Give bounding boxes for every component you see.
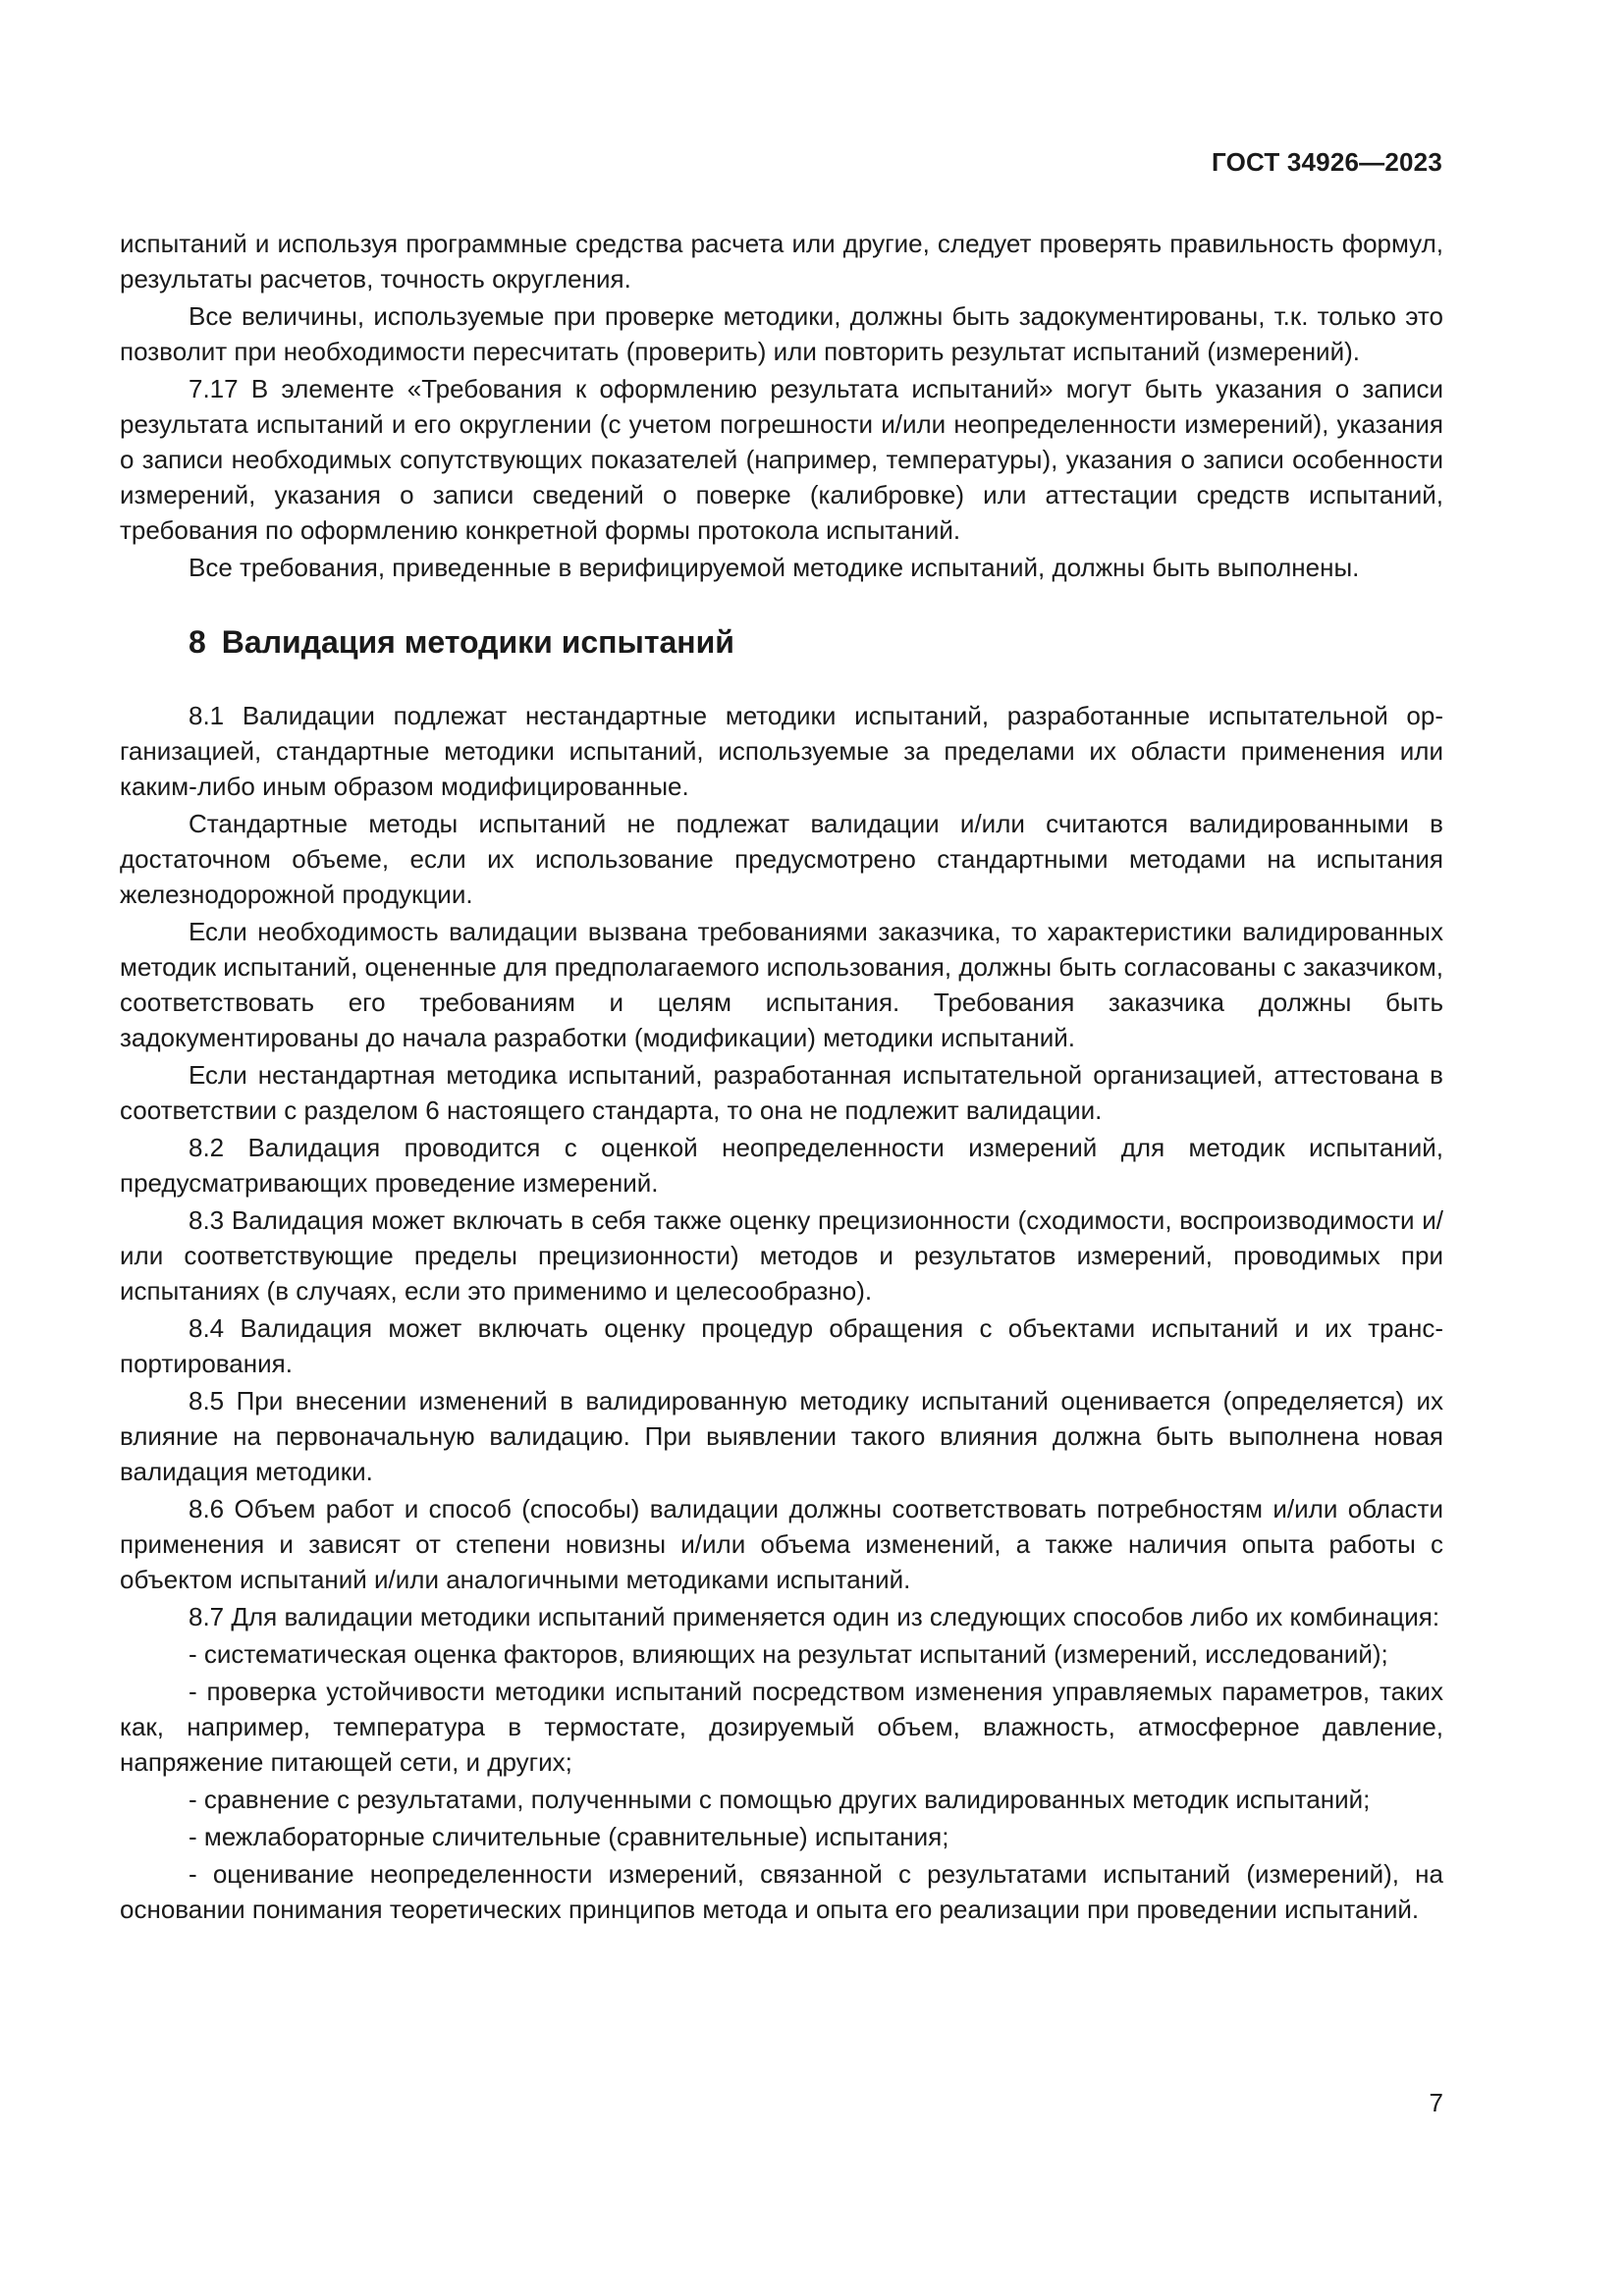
section-title-text: Валидация методики испытаний [221, 624, 734, 660]
list-item: - оценивание неопределенности измерений, связанной с результатами испытаний (измерений), на основании понимания теоретических принципов метода и опыта его реализации при проведении испытаний. [120, 1859, 1443, 1924]
paragraph: Все требования, приведенные в верифицируемой методике испытаний, должны быть выполнены. [189, 553, 1360, 582]
list-item: - межлабораторные сличительные (сравнительные) испытания; [189, 1822, 949, 1851]
paragraph-8-5: 8.5 При внесении изменений в валидированную методику испытаний оценивается (определяется) их влияние на первоначальную валидацию. При выявлении такого влияния должна быть выполнена новая валидация методики. [120, 1386, 1443, 1486]
section-number: 8 [189, 624, 206, 660]
list-item: - сравнение с результатами, полученными с помощью других валидированных методик испытаний; [189, 1785, 1371, 1814]
paragraph-8-7: 8.7 Для валидации методики испытаний применяется один из следующих способов либо их комбинация: [189, 1602, 1440, 1631]
paragraph-7-17: 7.17 В элементе «Требования к оформлению результата испытаний» могут быть указания о записи результата испытаний и его округлении (с учетом погрешности и/или неопределенности измерений), указания о записи необходимых сопутствующих показателей (например, температуры), указания о записи особенности измерений, указания о записи сведений о поверке (калибровке) или аттестации средств испытаний, требования по оформлению конкретной формы протокола испытаний. [120, 374, 1443, 545]
list-item: - систематическая оценка факторов, влияющих на результат испытаний (измерений, исследований); [189, 1639, 1388, 1669]
paragraph-8-2: 8.2 Валидация проводится с оценкой неопределенности измерений для методик испытаний, предусматривающих проведение измерений. [120, 1133, 1443, 1198]
paragraph-8-1: 8.1 Валидации подлежат нестандартные методики испытаний, разработанные испытательной организацией, стандартные методики испытаний, используемые за пределами их области применения или каким-либо иным образом модифицированные. [120, 701, 1443, 801]
paragraph-8-4: 8.4 Валидация может включать оценку процедур обращения с объектами испытаний и их транспортирования. [120, 1313, 1443, 1378]
paragraph: Если необходимость валидации вызвана требованиями заказчика, то характеристики валидированных методик испытаний, оцененные для предполагаемого использования, должны быть согласованы с заказчиком, соответствовать его требованиям и целям испытания. Требования заказчика должны быть задокументированы до начала разработки (модификации) методики испытаний. [120, 917, 1443, 1052]
paragraph-8-3: 8.3 Валидация может включать в себя также оценку прецизионности (сходимости, воспроизводимости и/или соответствующие пределы прецизионности) методов и результатов измерений, проводимых при испытаниях (в случаях, если это применимо и целесообразно). [120, 1205, 1443, 1306]
paragraph: Стандартные методы испытаний не подлежат валидации и/или считаются валидированными в достаточном объеме, если их использование предусмотрено стандартными методами на испытания железнодорожной продукции. [120, 809, 1443, 909]
page-number: 7 [1429, 2088, 1443, 2117]
document-code-header: ГОСТ 34926—2023 [1212, 147, 1442, 177]
paragraph-continuation: испытаний и используя программные средства расчета или другие, следует проверять правильность формул, результаты расчетов, точность округления. [120, 229, 1443, 294]
page-body [120, 226, 1443, 1927]
paragraph: Все величины, используемые при проверке методики, должны быть задокументированы, т.к. только это позволит при необходимости пересчитать (проверить) или повторить результат испытаний (измерений). [120, 301, 1443, 366]
section-heading [189, 622, 1443, 662]
list-item: - проверка устойчивости методики испытаний посредством изменения управляемых параметров, таких как, например, температура в термостате, дозируемый объем, влажность, атмосферное давление, напряжение питающей сети, и других; [120, 1677, 1443, 1777]
paragraph: Если нестандартная методика испытаний, разработанная испытательной организацией, аттестована в соответствии с разделом 6 настоящего стандарта, то она не подлежит валидации. [120, 1060, 1443, 1125]
paragraph-8-6: 8.6 Объем работ и способ (способы) валидации должны соответствовать потребностям и/или области применения и зависят от степени новизны и/или объема изменений, а также наличия опыта работы с объектом испытаний и/или аналогичными методиками испытаний. [120, 1494, 1443, 1594]
